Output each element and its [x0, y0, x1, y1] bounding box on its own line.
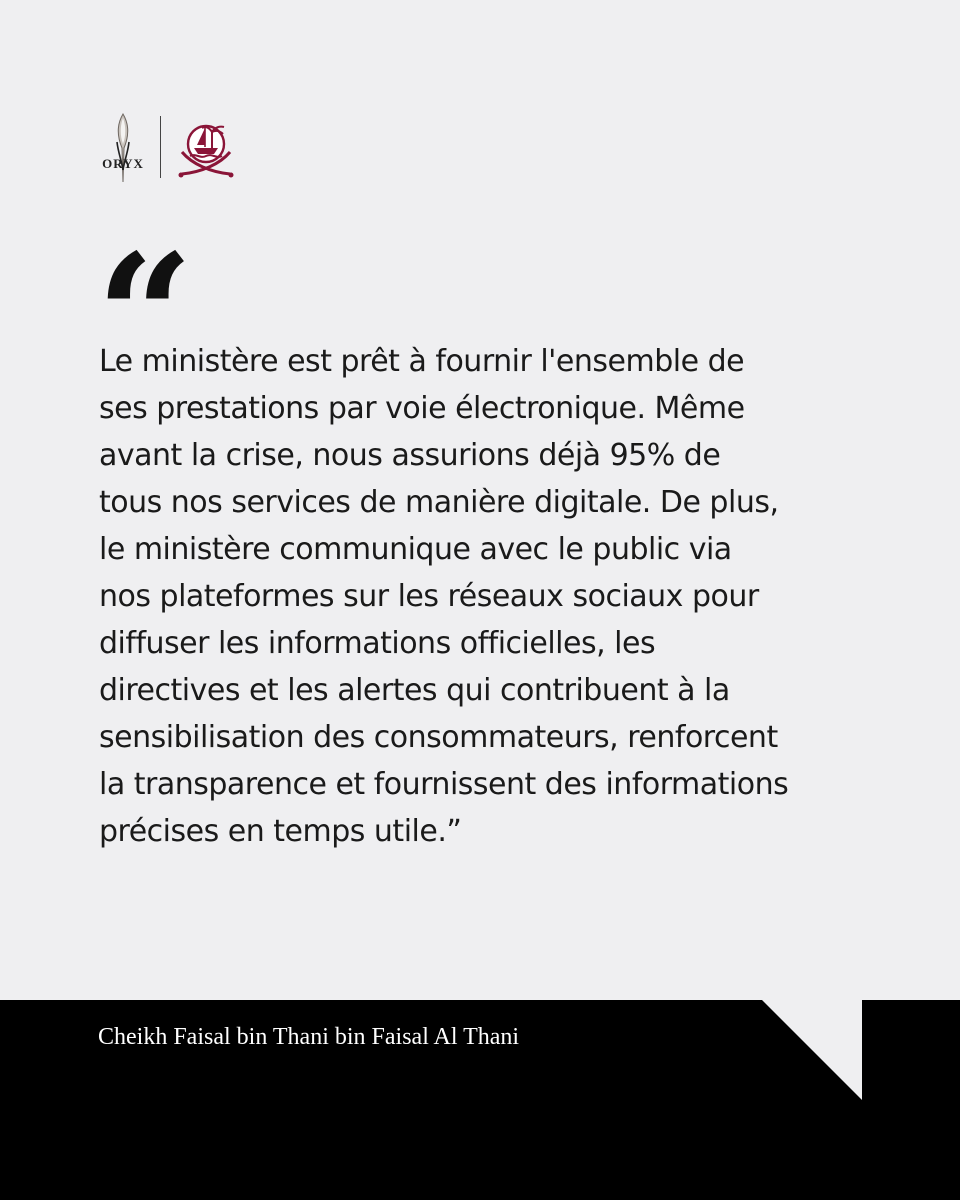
- oryx-logo: [96, 112, 150, 184]
- qatar-emblem-logo: [174, 114, 238, 180]
- speaker-name: Cheikh Faisal bin Thani bin Faisal Al Thani: [98, 1024, 520, 1050]
- logo-divider: [160, 116, 161, 178]
- qatar-emblem-icon: [174, 114, 238, 180]
- quote-text: Le ministère est prêt à fournir l'ensemble de ses prestations par voie électronique. Même avant la crise, nous assurions déjà 95% de tous nos services de manière digitale. De plus, le ministère communique avec le public via nos plateformes sur les réseaux sociaux pour diffuser les informations officielles, les directives et les alertes qui contribuent à la sensibilisation des consommateurs, renforcent la transparence et fournissent des informations précises en temps utile.”: [99, 344, 789, 849]
- oryx-quill-icon: [96, 112, 150, 184]
- opening-quote-mark: “: [96, 217, 194, 417]
- logo-group: [96, 112, 246, 184]
- oryx-wordmark: ORYX: [102, 156, 144, 171]
